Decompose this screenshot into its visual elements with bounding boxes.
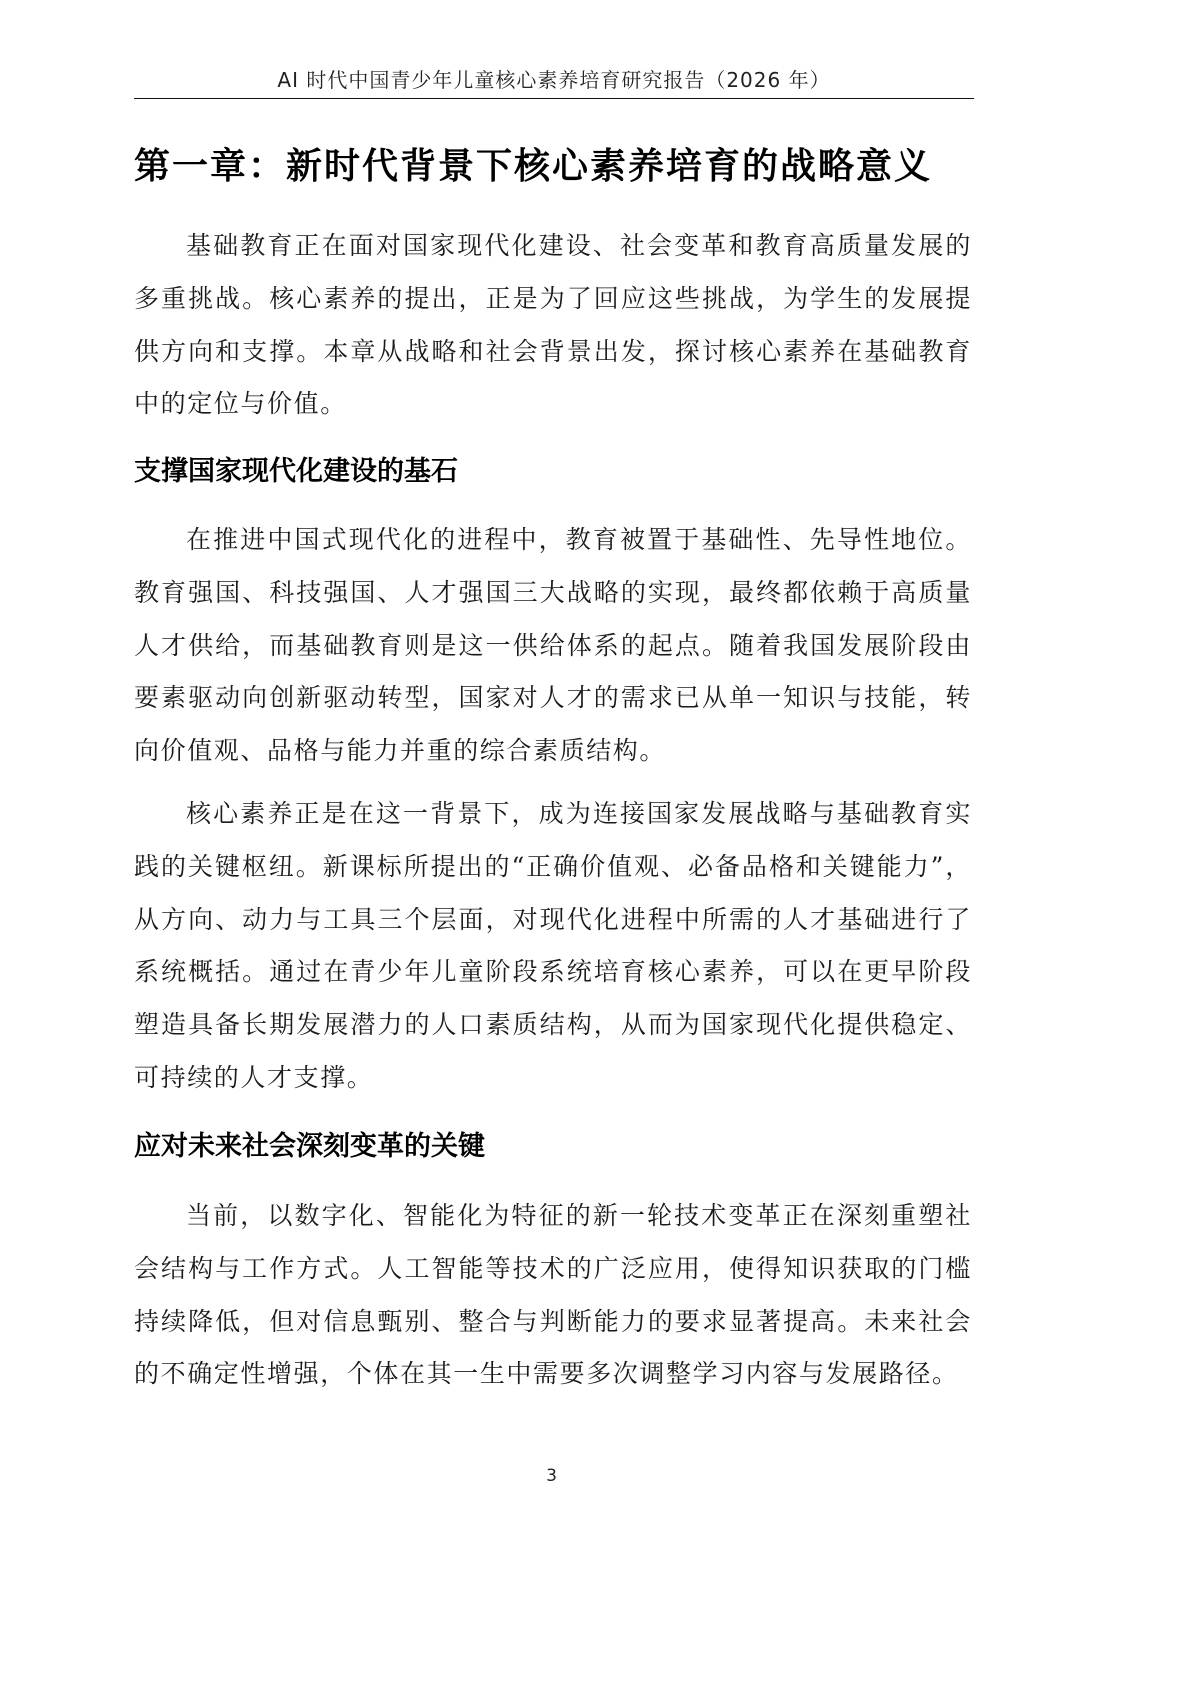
section-heading-foundation: 支撑国家现代化建设的基石 xyxy=(134,456,458,487)
header-divider xyxy=(134,98,974,99)
section-heading-future-society: 应对未来社会深刻变革的关键 xyxy=(134,1131,485,1162)
chapter-title: 第一章：新时代背景下核心素养培育的战略意义 xyxy=(134,146,933,187)
section-paragraph: 当前，以数字化、智能化为特征的新一轮技术变革正在深刻重塑社会结构与工作方式。人工智能等技术的广泛应用，使得知识获取的门槛持续降低，但对信息甄别、整合与判断能力的要求显著提高。未来社会的不确定性增强，个体在其一生中需要多次调整学习内容与发展路径。 xyxy=(134,1201,972,1389)
page-number: 3 xyxy=(546,1466,557,1486)
section-paragraph: 核心素养正是在这一背景下，成为连接国家发展战略与基础教育实践的关键枢纽。新课标所提出的“正确价值观、必备品格和关键能力”，从方向、动力与工具三个层面，对现代化进程中所需的人才基础进行了系统概括。通过在青少年儿童阶段系统培育核心素养，可以在更早阶段塑造具备长期发展潜力的人口素质结构，从而为国家现代化提供稳定、可持续的人才支撑。 xyxy=(134,799,972,1092)
chapter-intro-paragraph: 基础教育正在面对国家现代化建设、社会变革和教育高质量发展的多重挑战。核心素养的提出，正是为了回应这些挑战，为学生的发展提供方向和支撑。本章从战略和社会背景出发，探讨核心素养在基础教育中的定位与价值。 xyxy=(134,231,972,419)
running-header: AI 时代中国青少年儿童核心素养培育研究报告（2026 年） xyxy=(277,68,831,92)
section-paragraph: 在推进中国式现代化的进程中，教育被置于基础性、先导性地位。教育强国、科技强国、人才强国三大战略的实现，最终都依赖于高质量人才供给，而基础教育则是这一供给体系的起点。随着我国发展阶段由要素驱动向创新驱动转型，国家对人才的需求已从单一知识与技能，转向价值观、品格与能力并重的综合素质结构。 xyxy=(134,525,972,766)
